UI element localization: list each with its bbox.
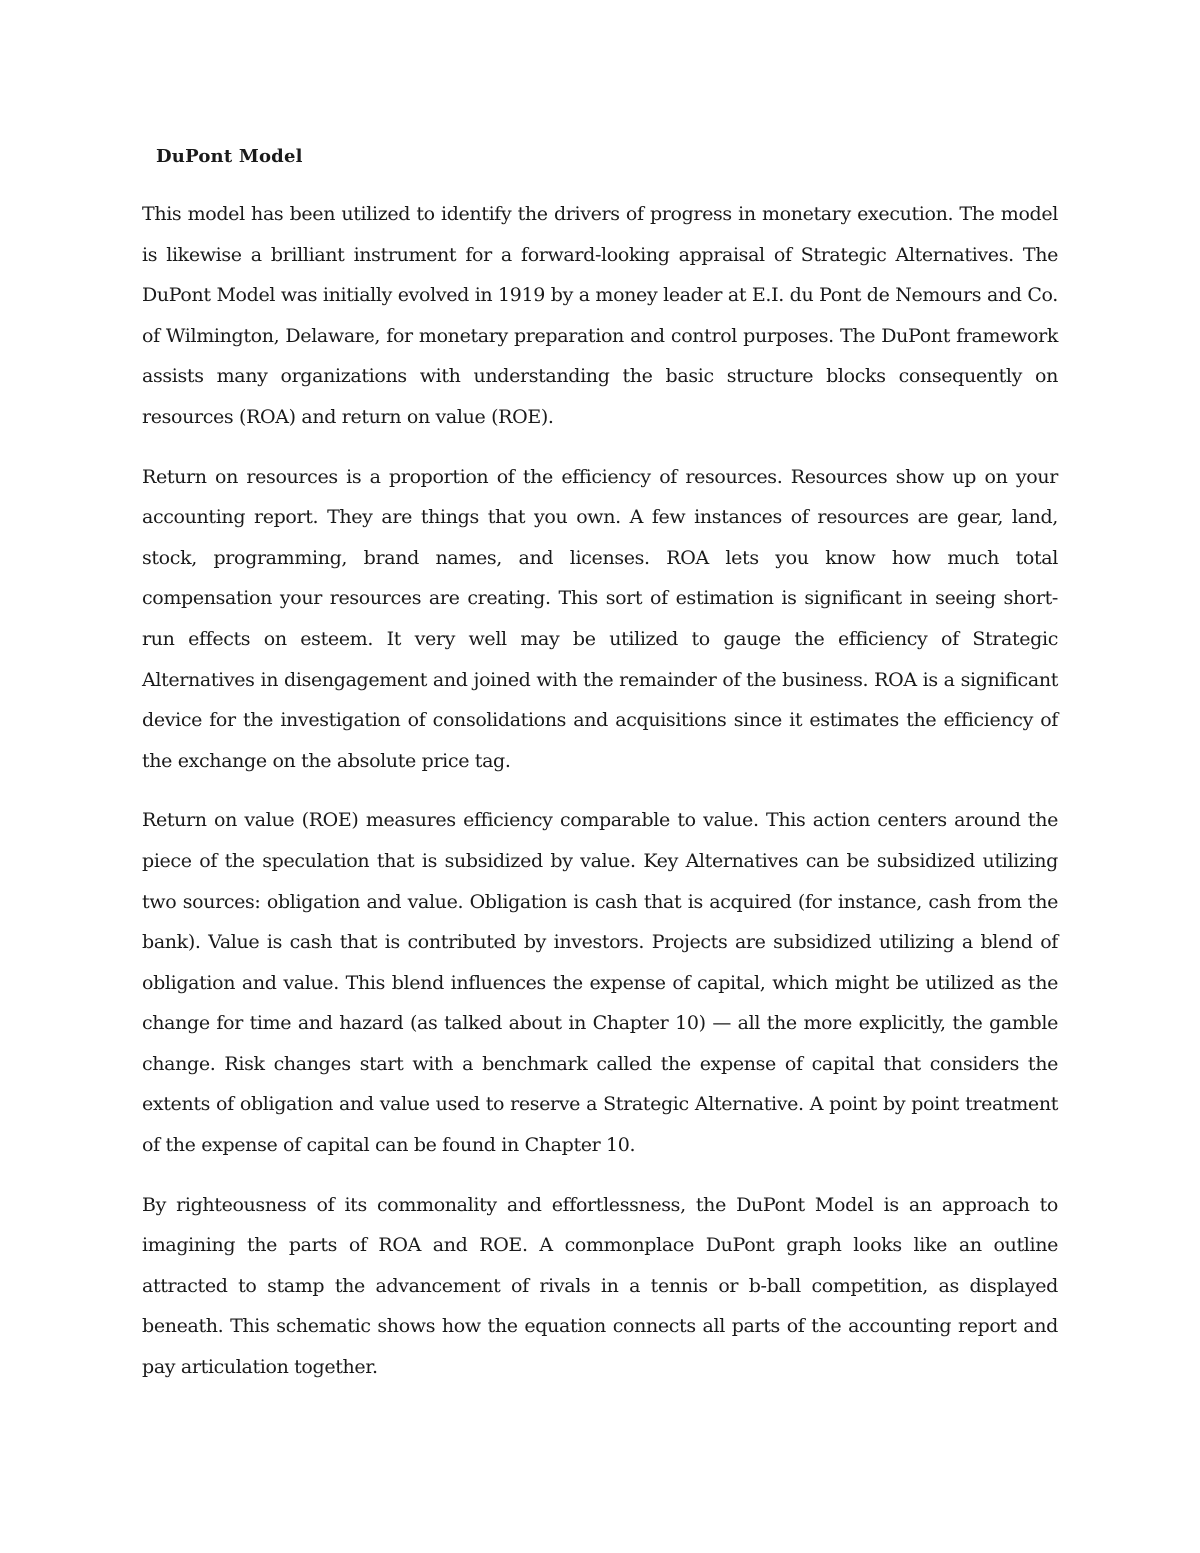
paragraph-return-on-resources: Return on resources is a proportion of the efficiency of resources. Resources show up on your accounting report. They are things that you own. A few instances of resources are gear, land, stock, programming, brand names, and licenses. ROA lets you know how much total compensation your resources are creating. This sort of estimation is significant in seeing short-run effects on esteem. It very well may be utilized to gauge the efficiency of Strategic Alternatives in disengagement and joined with the remainder of the business. ROA is a significant device for the investigation of consolidations and acquisitions since it estimates the efficiency of the exchange on the absolute price tag. bbox=[142, 465, 1058, 772]
paragraph-return-on-value: Return on value (ROE) measures efficiency comparable to value. This action centers around the piece of the speculation that is subsidized by value. Key Alternatives can be subsidized utilizing two sources: obligation and value. Obligation is cash that is acquired (for instance, cash from the bank). Value is cash that is contributed by investors. Projects are subsidized utilizing a blend of obligation and value. This blend influences the expense of capital, which might be utilized as the change for time and hazard (as talked about in Chapter 10) — all the more explicitly, the gamble change. Risk changes start with a benchmark called the expense of capital that considers the extents of obligation and value used to reserve a Strategic Alternative. A point by point treatment of the expense of capital can be found in Chapter 10. bbox=[142, 809, 1058, 1157]
paragraph-dupont-graph: By righteousness of its commonality and effortlessness, the DuPont Model is an approach to imagining the parts of ROA and ROE. A commonplace DuPont graph looks like an outline attracted to stamp the advancement of rivals in a tennis or b-ball competition, as displayed beneath. This schematic shows how the equation connects all parts of the accounting report and pay articulation together. bbox=[142, 1193, 1058, 1379]
document-title: DuPont Model bbox=[156, 146, 303, 167]
document-body bbox=[142, 140, 1058, 1407]
paragraph-dupont-intro: This model has been utilized to identify the drivers of progress in monetary execution. The model is likewise a brilliant instrument for a forward-looking appraisal of Strategic Alternatives. The DuPont Model was initially evolved in 1919 by a money leader at E.I. du Pont de Nemours and Co. of Wilmington, Delaware, for monetary preparation and control purposes. The DuPont framework assists many organizations with understanding the basic structure blocks consequently on resources (ROA) and return on value (ROE). bbox=[142, 203, 1058, 428]
